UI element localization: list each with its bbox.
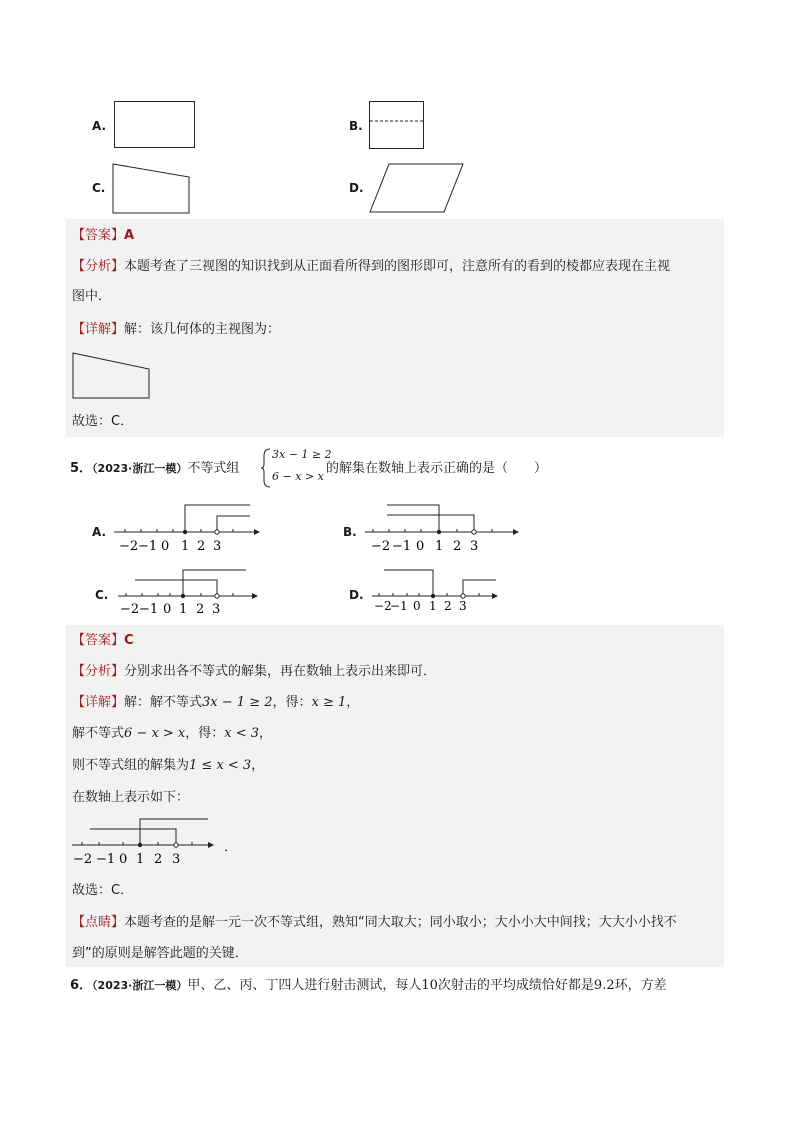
question-number: 5． [70,461,93,476]
q4-answer-line [72,226,134,246]
detail-text: ，得： [185,726,225,741]
detail-tag: 【详解】 [72,695,125,710]
front-view-trapezoid [72,352,152,400]
inequality-1: 3x − 1 ≥ 2 [272,448,332,461]
number-line-a [114,503,259,555]
analysis-text: 本题考查了三视图的知识找到从正面看所得到的图形即可，注意所有的看到的棱都应表现在主视 [124,259,671,274]
detail-tag: 【详解】 [72,322,125,337]
q5-choose-line: 故选：C． [72,883,134,898]
detail-text: ， [259,726,273,741]
stem-text: 环，方差 [614,978,667,993]
option-c-label: C. [92,181,106,195]
q5-option-a-label: A. [92,525,107,539]
svg-text:−2: −2 [73,852,93,867]
answer-value: A [124,228,135,243]
answer-value: C [124,633,134,648]
analysis-tag: 【分析】 [72,664,125,679]
stem-after: 的解集在数轴上表示正确的是（ ） [326,461,548,476]
stem-text: 甲、乙、丙、丁四人进行射击测试，每人 [187,978,422,993]
system-brace [260,448,272,488]
q5-detail-line-1 [72,693,359,713]
svg-text:3: 3 [470,539,479,554]
svg-text:−1: −1 [96,852,116,867]
q4-analysis-line-2: 图中． [72,289,112,304]
stem-before: 不等式组 [187,461,240,476]
detail-text: ，得： [272,695,312,710]
q5-detail-line-4: 在数轴上表示如下： [72,790,190,805]
question-source: （2023·浙江一模） [92,979,188,992]
q5-comment-line-2: 到”的原则是解答此题的关键． [72,946,248,961]
svg-text:2: 2 [197,539,206,554]
svg-text:1: 1 [429,599,437,613]
question-source: （2023·浙江一模） [92,462,188,475]
svg-text:1: 1 [435,539,444,554]
svg-text:3: 3 [212,602,221,617]
number-line-c [118,568,263,616]
detail-text: ， [346,695,360,710]
svg-text:−2: −2 [120,602,140,617]
detail-text: 解：解不等式 [124,695,203,710]
q5-analysis-line [72,662,436,682]
q5-detail-line-3 [72,756,264,776]
option-b-rectangle-dashed [369,101,425,151]
inequality-2: 6 − x > x [272,470,324,483]
math-solution-set: 1 ≤ x < 3 [189,758,252,773]
q4-analysis-line-1 [72,257,670,277]
question-number: 6． [70,978,93,993]
svg-text:2: 2 [444,599,452,613]
option-d-parallelogram [369,163,465,215]
q5-option-d-label: D. [349,588,364,602]
detail-text: 则不等式组的解集为 [72,758,190,773]
svg-text:−1: −1 [390,599,408,613]
svg-text:1: 1 [181,539,190,554]
svg-text:2: 2 [196,602,205,617]
answer-tag: 【答案】 [72,633,125,648]
math-solution: x ≥ 1 [311,695,347,710]
svg-text:3: 3 [172,852,181,867]
solution-number-line [72,816,222,866]
detail-text: 解：该几何体的主视图为： [124,322,281,337]
q4-choose-line: 故选：C． [72,414,134,429]
option-d-label: D. [349,181,364,195]
svg-text:0: 0 [163,602,172,617]
svg-text:−1: −1 [139,602,159,617]
math-inequality: 3x − 1 ≥ 2 [202,695,273,710]
analysis-tag: 【分析】 [72,259,125,274]
stem-number: 9.2 [593,978,615,993]
q5-option-c-label: C. [95,588,109,602]
svg-text:−2: −2 [119,539,139,554]
svg-text:−1: −1 [392,539,412,554]
stem-text: 次射击的平均成绩恰好都是 [437,978,594,993]
svg-text:2: 2 [154,852,163,867]
svg-text:−2: −2 [371,539,391,554]
number-line-d [372,568,502,616]
svg-text:3: 3 [213,539,222,554]
svg-text:0: 0 [119,852,128,867]
number-line-b [365,503,520,555]
svg-text:0: 0 [416,539,425,554]
svg-text:0: 0 [161,539,170,554]
option-a-label: A. [92,119,107,133]
answer-tag: 【答案】 [72,228,125,243]
math-inequality: 6 − x > x [124,726,186,741]
q5-answer-line [72,631,134,651]
detail-text: ， [251,758,265,773]
q4-detail-line [72,320,280,340]
option-a-rectangle [114,101,196,149]
svg-text:−2: −2 [374,599,392,613]
math-solution: x < 3 [224,726,260,741]
q5-comment-line-1 [72,913,677,933]
svg-text:1: 1 [179,602,188,617]
comment-text: 本题考查的是解一元一次不等式组，熟知“同大取大；同小取小；大小小大中间找；大大小小找不 [124,915,677,930]
analysis-text: 分别求出各不等式的解集，再在数轴上表示出来即可． [124,664,437,679]
option-b-label: B. [349,119,363,133]
stem-number: 10 [421,978,438,993]
trailing-period: ． [224,840,238,855]
svg-text:−1: −1 [138,539,158,554]
svg-text:1: 1 [136,852,145,867]
q5-stem [70,459,239,479]
comment-tag: 【点睛】 [72,915,125,930]
q5-detail-line-2 [72,724,272,744]
detail-text: 解不等式 [72,726,125,741]
svg-text:2: 2 [453,539,462,554]
svg-text:3: 3 [459,599,467,613]
option-c-trapezoid [112,163,192,215]
q5-option-b-label: B. [343,525,357,539]
svg-text:0: 0 [413,599,421,613]
q6-stem [70,976,667,996]
